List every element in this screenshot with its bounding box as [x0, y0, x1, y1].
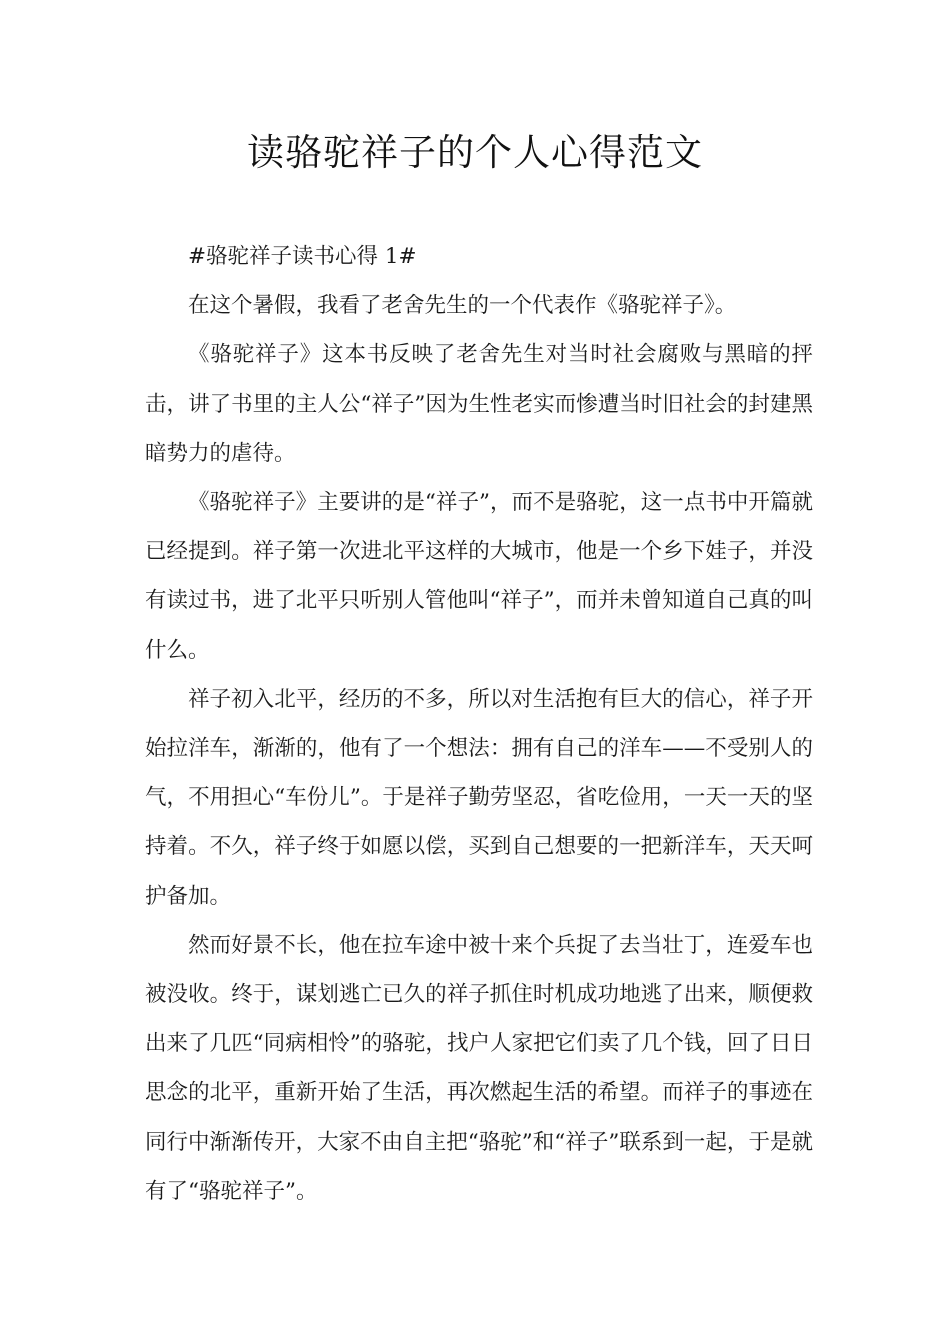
paragraph-intro: 在这个暑假，我看了老舍先生的一个代表作《骆驼祥子》。	[188, 293, 737, 319]
paragraph-rickshaw-dream: 祥子初入北平，经历的不多，所以对生活抱有巨大的信心，祥子开始拉洋车，渐渐的，他有了一个想法：拥有自己的洋车——不受别人的气，不用担心“车份儿”。于是祥子勤劳坚忍，省吃俭用，一天一天的坚持着。不久，祥子终于如愿以偿，买到自己想要的一把新洋车，天天呵护备加。	[145, 686, 813, 909]
document-title: 读骆驼祥子的个人心得范文	[247, 131, 703, 174]
paragraph-camel-escape: 然而好景不长，他在拉车途中被十来个兵捉了去当壮丁，连爱车也被没收。终于，谋划逃亡已久的祥子抓住时机成功地逃了出来，顺便救出来了几匹“同病相怜”的骆驼，找户人家把它们卖了几个钱，回了日日思念的北平，重新开始了生活，再次燃起生活的希望。而祥子的事迹在同行中渐渐传开，大家不由自主把“骆驼”和“祥子”联系到一起，于是就有了“骆驼祥子”。	[145, 932, 813, 1204]
section-heading: #骆驼祥子读书心得 1#	[188, 244, 417, 269]
document-body	[145, 232, 813, 1216]
paragraph-xiangzi-name: 《骆驼祥子》主要讲的是“祥子”，而不是骆驼，这一点书中开篇就已经提到。祥子第一次进北平这样的大城市，他是一个乡下娃子，并没有读过书，进了北平只听别人管他叫“祥子”，而并未曾知道自己真的叫什么。	[145, 490, 813, 663]
paragraph-book-theme: 《骆驼祥子》这本书反映了老舍先生对当时社会腐败与黑暗的抨击，讲了书里的主人公“祥子”因为生性老实而惨遭当时旧社会的封建黑暗势力的虐待。	[145, 342, 813, 466]
